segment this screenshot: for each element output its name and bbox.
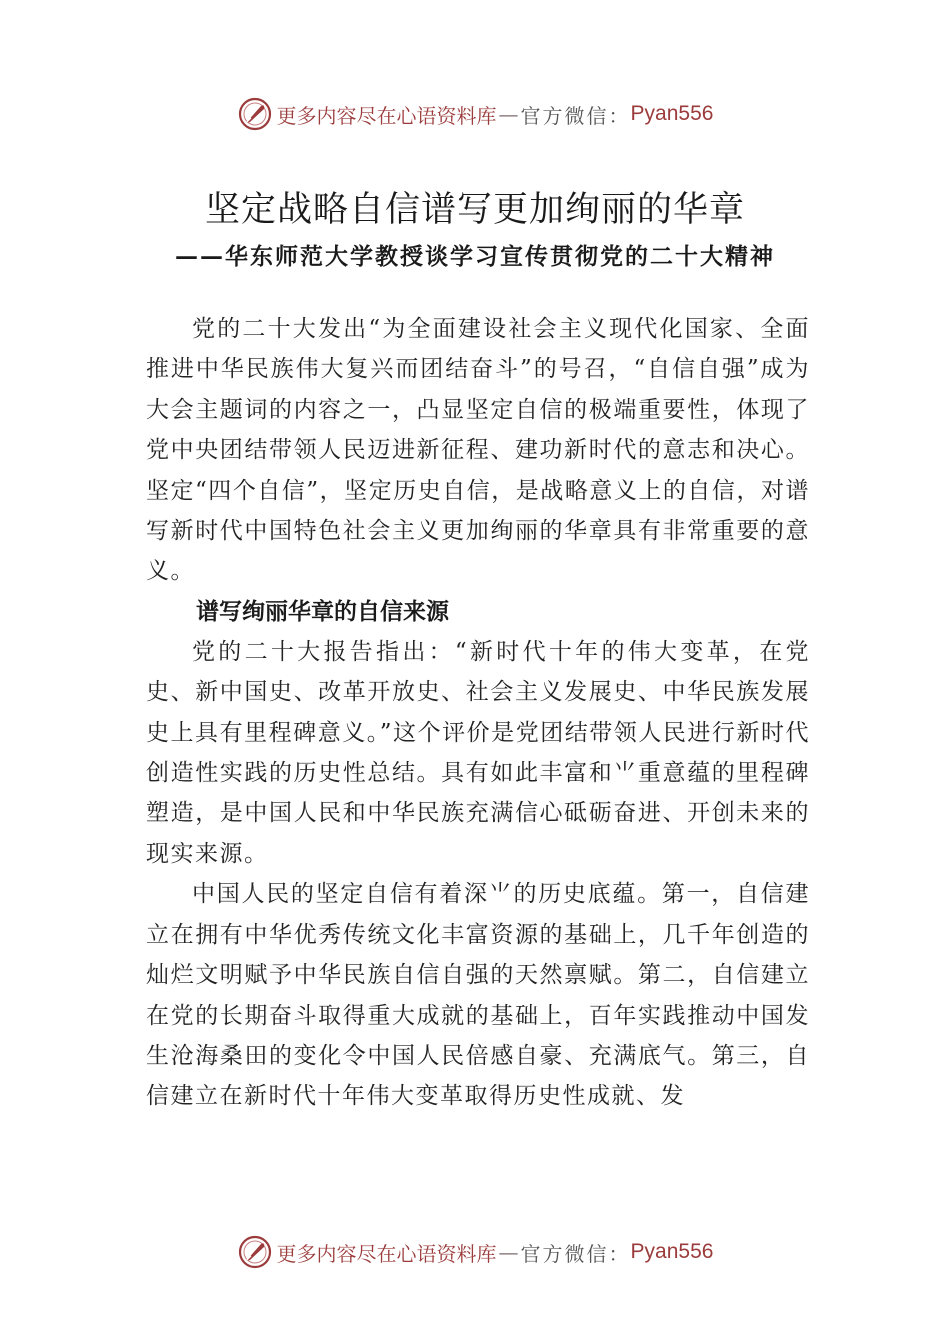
feather-pen-logo-icon	[237, 1234, 273, 1270]
feather-pen-logo-icon	[237, 96, 273, 132]
banner-separator: —	[498, 1240, 519, 1264]
banner-text: 更多内容尽在心语资料库	[276, 1241, 497, 1266]
header-banner	[0, 94, 950, 134]
section-paragraph: 中国人民的坚定自信有着深⺌的历史底蕴。第一，自信建立在拥有中华优秀传统文化丰富资源的基础上，几千年创造的灿烂文明赋予中华民族自信自强的天然禀赋。第二，自信建立在党的长期奋斗取得重大成就的基础上，百年实践推动中国发生沧海桑田的变化令中国人民倍感自豪、充满底气。第三，自信建立在新时代十年伟大变革取得历史性成就、发	[146, 881, 810, 1110]
intro-paragraph: 党的二十大发出“为全面建设社会主义现代化国家、全面推进中华民族伟大复兴而团结奋斗”的号召，“自信自强”成为大会主题词的内容之一，凸显坚定自信的极端重要性，体现了党中央团结带领人民迈进新征程、建功新时代的意志和决心。坚定“四个自信”，坚定历史自信，是战略意义上的自信，对谱写新时代中国特色社会主义更加绚丽的华章具有非常重要的意义。	[146, 316, 810, 585]
article-subtitle: ——华东师范大学教授谈学习宣传贯彻党的二十大精神	[175, 243, 775, 270]
wechat-label: 官方微信：	[520, 103, 631, 128]
article-title: 坚定战略自信谱写更加绚丽的华章	[204, 190, 745, 230]
wechat-id: Pyan556	[630, 1240, 714, 1263]
wechat-label: 官方微信：	[520, 1241, 631, 1266]
footer-banner	[0, 1232, 950, 1272]
section-heading: 谱写绚丽华章的自信来源	[196, 598, 449, 625]
banner-text: 更多内容尽在心语资料库	[276, 103, 497, 128]
wechat-id: Pyan556	[630, 102, 714, 125]
banner-separator: —	[498, 102, 519, 126]
section-paragraph: 党的二十大报告指出：“新时代十年的伟大变革，在党史、新中国史、改革开放史、社会主义发展史、中华民族发展史上具有里程碑意义。”这个评价是党团结带领人民进行新时代创造性实践的历史性总结。具有如此丰富和⺌重意蕴的里程碑塑造，是中国人民和中华民族充满信心砥砺奋进、开创未来的现实来源。	[146, 638, 810, 867]
article-body	[146, 309, 810, 1117]
